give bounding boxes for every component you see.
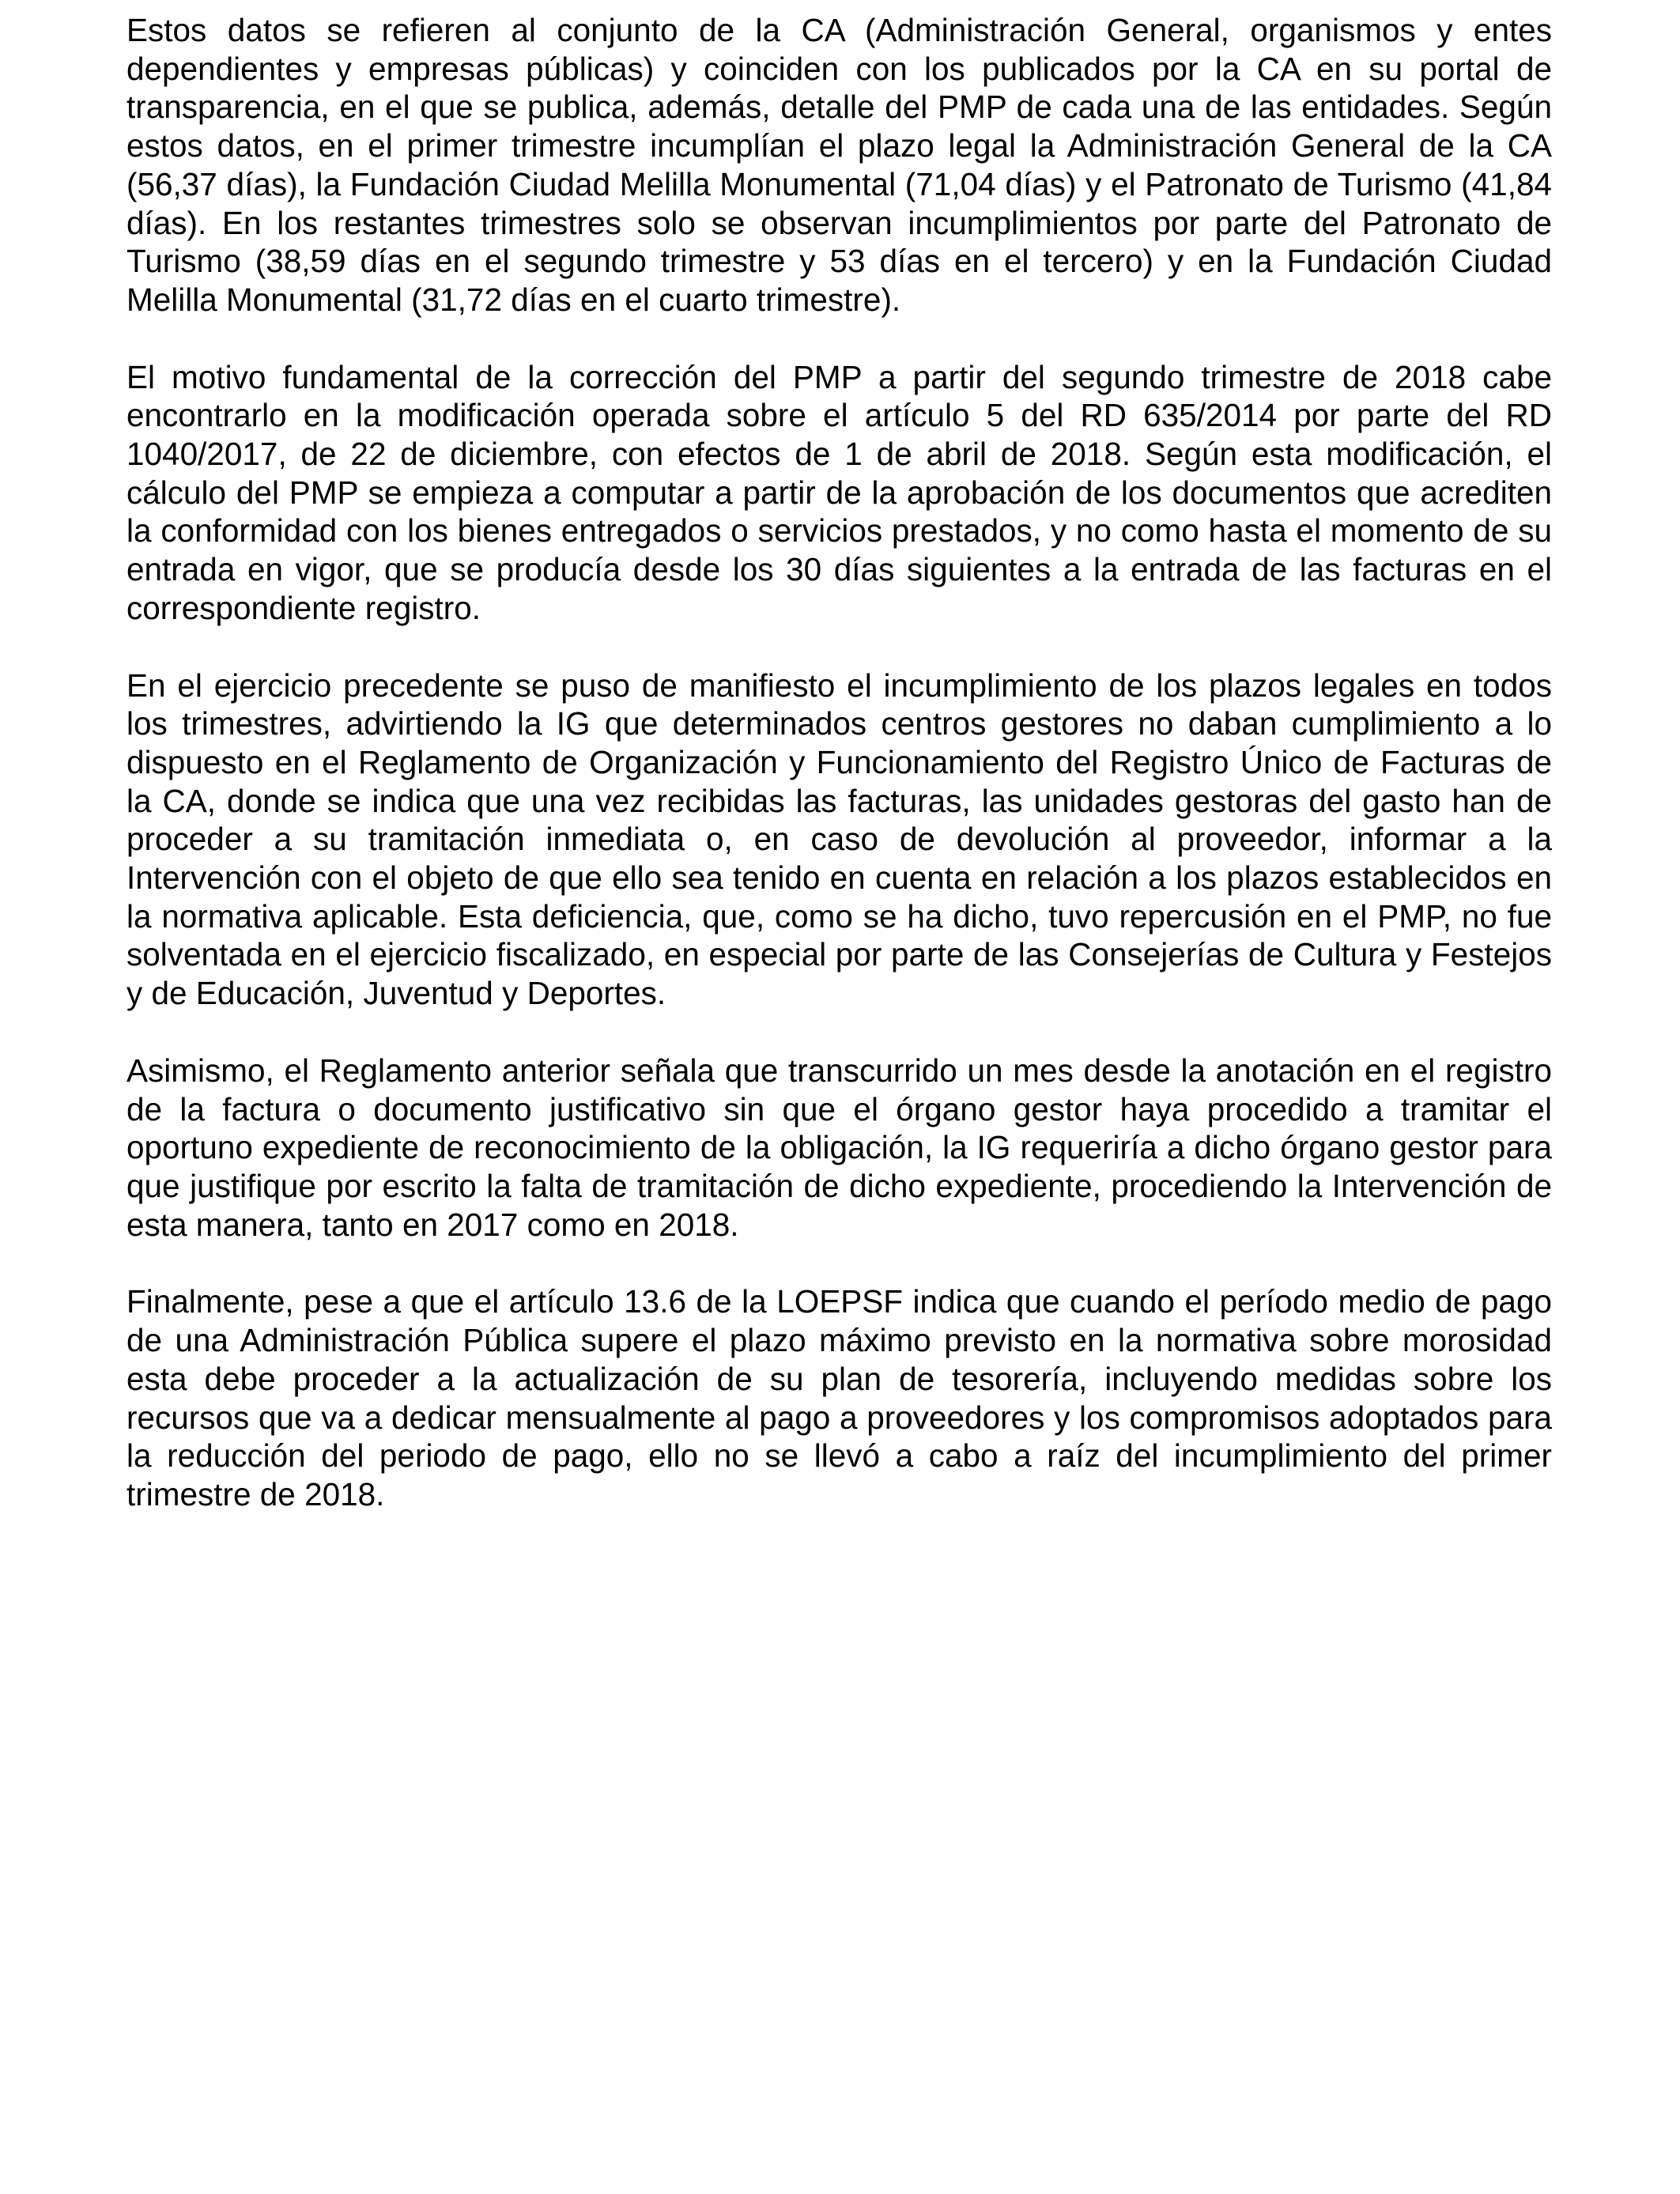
paragraph-previous-year: En el ejercicio precedente se puso de manifiesto el incumplimiento de los plazos legales en todos los trimestres, advirtiendo la IG que determinados centros gestores no daban cumplimiento a lo dispuesto en el Reglamento de Organización y Funcionamiento del Registro Único de Facturas de la CA, donde se indica que una vez recibidas las facturas, las unidades gestoras del gasto han de proceder a su tramitación inmediata o, en caso de devolución al proveedor, informar a la Intervención con el objeto de que ello sea tenido en cuenta en relación a los plazos establecidos en la normativa aplicable. Esta deficiencia, que, como se ha dicho, tuvo repercusión en el PMP, no fue solventada en el ejercicio fiscalizado, en especial por parte de las Consejerías de Cultura y Festejos y de Educación, Juventud y Deportes. — [126, 667, 1552, 1012]
paragraph-pmp-data: Estos datos se refieren al conjunto de la CA (Administración General, organismos y entes dependientes y empresas públicas) y coinciden con los publicados por la CA en su portal de transparencia, en el que se publica, además, detalle del PMP de cada una de las entidades. Según estos datos, en el primer trimestre incumplían el plazo legal la Administración General de la CA (56,37 días), la Fundación Ciudad Melilla Monumental (71,04 días) y el Patronato de Turismo (41,84 días). En los restantes trimestres solo se observan incumplimientos por parte del Patronato de Turismo (38,59 días en el segundo trimestre y 53 días en el tercero) y en la Fundación Ciudad Melilla Monumental (31,72 días en el cuarto trimestre). — [126, 12, 1552, 318]
paragraph-pmp-correction: El motivo fundamental de la corrección del PMP a partir del segundo trimestre de 2018 cabe encontrarlo en la modificación operada sobre el artículo 5 del RD 635/2014 por parte del RD 1040/2017, de 22 de diciembre, con efectos de 1 de abril de 2018. Según esta modificación, el cálculo del PMP se empieza a computar a partir de la aprobación de los documentos que acrediten la conformidad con los bienes entregados o servicios prestados, y no como hasta el momento de su entrada en vigor, que se producía desde los 30 días siguientes a la entrada de las facturas en el correspondiente registro. — [126, 358, 1552, 626]
paragraph-loepsf: Finalmente, pese a que el artículo 13.6 de la LOEPSF indica que cuando el período medio de pago de una Administración Pública supere el plazo máximo previsto en la normativa sobre morosidad esta debe proceder a la actualización de su plan de tesorería, incluyendo medidas sobre los recursos que va a dedicar mensualmente al pago a proveedores y los compromisos adoptados para la reducción del periodo de pago, ello no se llevó a cabo a raíz del incumplimiento del primer trimestre de 2018. — [126, 1283, 1552, 1512]
document-body — [126, 11, 1552, 1553]
paragraph-regulation: Asimismo, el Reglamento anterior señala que transcurrido un mes desde la anotación en el registro de la factura o documento justificativo sin que el órgano gestor haya procedido a tramitar el oportuno expediente de reconocimiento de la obligación, la IG requeriría a dicho órgano gestor para que justifique por escrito la falta de tramitación de dicho expediente, procediendo la Intervención de esta manera, tanto en 2017 como en 2018. — [126, 1052, 1552, 1243]
